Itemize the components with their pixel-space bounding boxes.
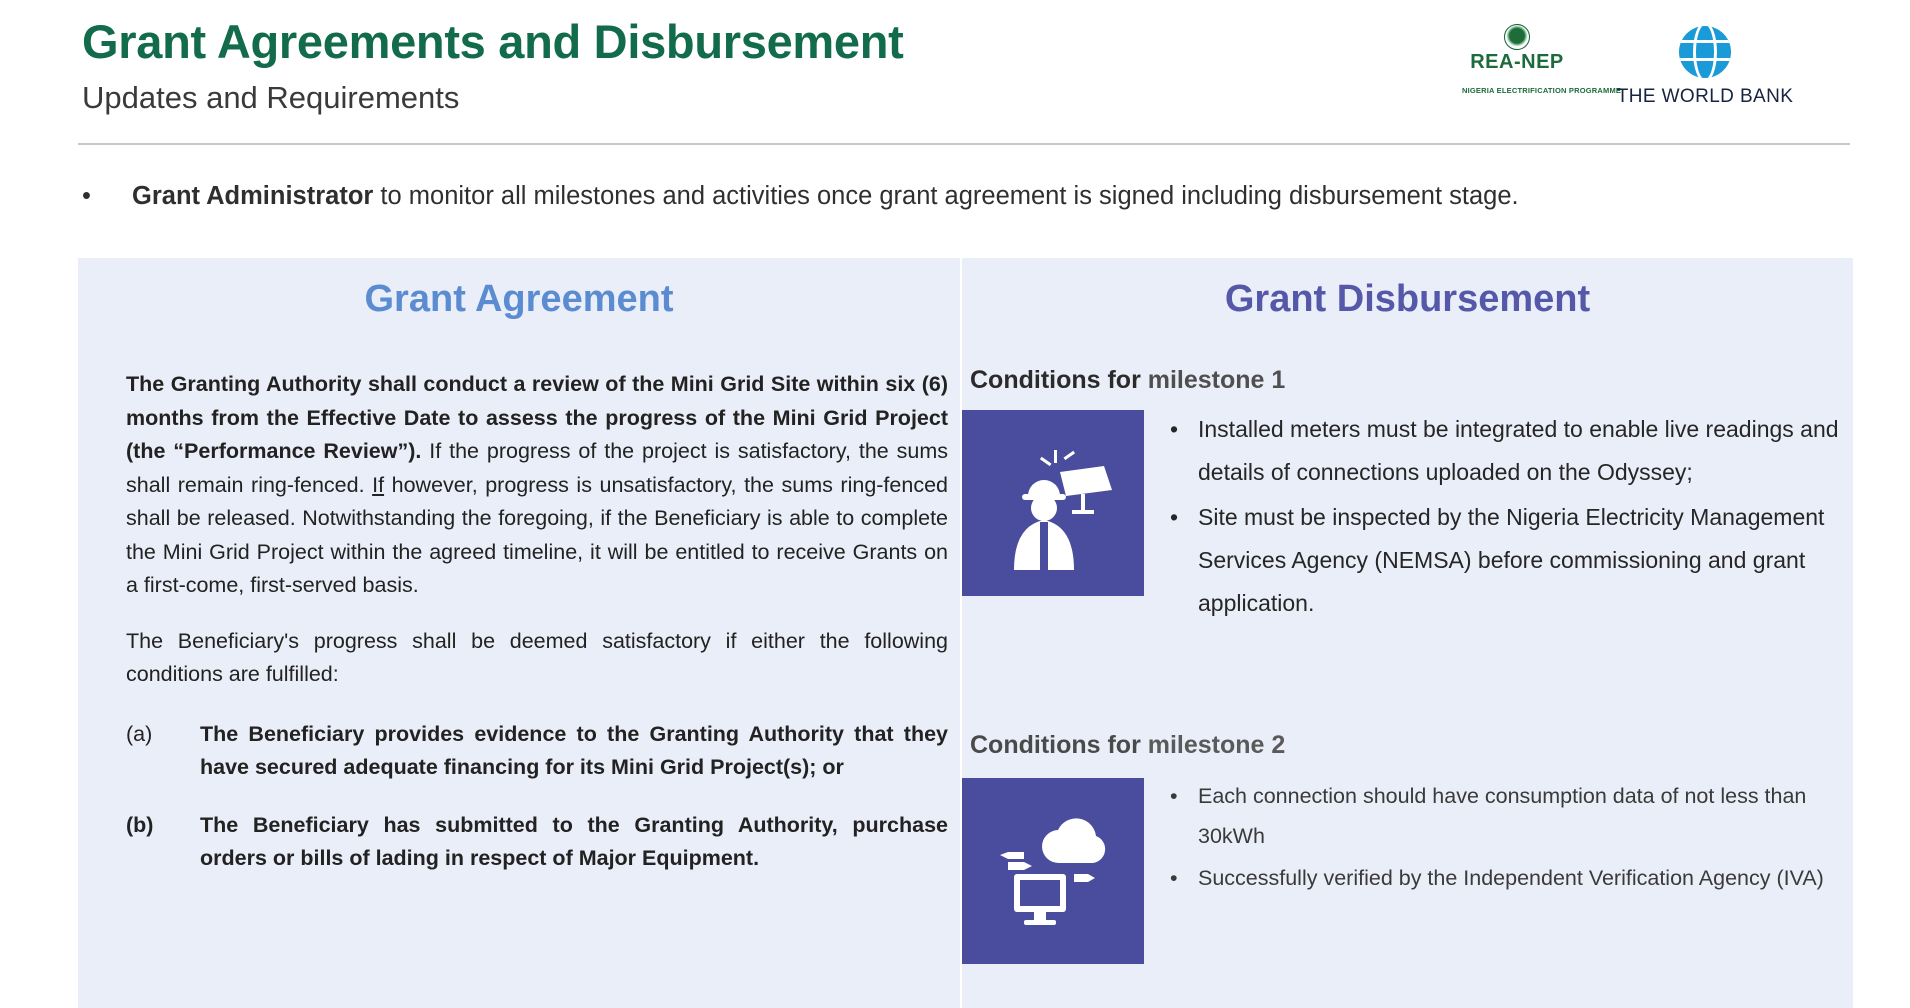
intro-bullet — [82, 182, 1842, 211]
agreement-item-b-marker: (b) — [126, 812, 154, 837]
solar-engineer-icon — [962, 410, 1144, 596]
rea-logo-text: REA-NEP — [1470, 51, 1564, 73]
milestone-2-label-prefix: Conditions for — [970, 731, 1148, 759]
world-bank-logo-text: THE WORLD BANK — [1616, 86, 1794, 107]
page-title: Grant Agreements and Disbursement — [82, 15, 904, 68]
milestone-1-label — [970, 366, 1285, 395]
rea-logo-subtext: NIGERIA ELECTRIFICATION PROGRAMME — [1462, 86, 1622, 95]
milestone-1-bullet-item: • Installed meters must be integrated to enable live readings and details of connections uploaded on the Odyssey; — [1198, 408, 1852, 494]
grant-disbursement-column — [962, 258, 1853, 1008]
milestone-2-bullets — [1162, 776, 1852, 900]
page-subtitle: Updates and Requirements — [82, 80, 460, 115]
milestone-2-bullet-list — [1162, 776, 1852, 898]
rea-crest-icon — [1504, 24, 1530, 50]
agreement-item-a-marker: (a) — [126, 721, 153, 746]
intro-bullet-rest: to monitor all milestones and activities once grant agreement is signed including disbursement stage. — [373, 182, 1519, 210]
grant-disbursement-heading: Grant Disbursement — [1224, 278, 1591, 320]
cloud-monitor-sync-icon — [962, 778, 1144, 964]
milestone-1-bullet-item: • Site must be inspected by the Nigeria Electricity Management Services Agency (NEMSA) before commissioning and grant application. — [1198, 496, 1852, 625]
agreement-item-a-text: The Beneficiary provides evidence to the Granting Authority that they have secured adequate financing for its Mini Grid Project(s); or — [200, 721, 948, 779]
agreement-paragraph-1 — [126, 368, 948, 603]
agreement-item-b — [126, 809, 948, 876]
milestone-2-label-value: milestone 2 — [1147, 731, 1286, 759]
milestone-1-bullet-list — [1162, 408, 1852, 625]
grant-agreement-column — [78, 258, 960, 1008]
agreement-paragraph-2: The Beneficiary's progress shall be deemed satisfactory if either the following conditions are fulfilled: — [126, 628, 948, 686]
milestone-2-bullet-item: • Each connection should have consumption data of not less than 30kWh — [1198, 776, 1852, 856]
milestone-1-label-value: milestone 1 — [1147, 366, 1286, 394]
milestone-2-label — [970, 731, 1285, 760]
milestone-2-bullet-item: • Successfully verified by the Independent Verification Agency (IVA) — [1198, 858, 1852, 898]
rea-nep-logo — [1462, 22, 1622, 122]
agreement-item-b-text: The Beneficiary has submitted to the Granting Authority, purchase orders or bills of lading in respect of Major Equipment. — [200, 812, 948, 870]
globe-arc-icon — [1693, 26, 1717, 78]
milestone-1-label-prefix: Conditions for — [970, 366, 1148, 394]
world-bank-logo — [1610, 26, 1800, 122]
grant-agreement-heading: Grant Agreement — [364, 278, 674, 320]
agreement-p1-rest-a: If the progress of the project is satisfactory, the sums shall remain ring-fenced. — [126, 439, 948, 497]
intro-bullet-lead: Grant Administrator — [132, 182, 374, 210]
agreement-p1-rest-b: however, progress is unsatisfactory, the sums ring-fenced shall be released. Notwithstanding the foregoing, if the Beneficiary is able to complete the Mini Grid Project within the agreed timeline, it will be entitled to receive Grants on a first-come, first-served basis. — [126, 472, 948, 597]
header-divider — [78, 143, 1850, 145]
slide-header — [0, 0, 1910, 148]
agreement-p1-bold: The Granting Authority shall conduct a review of the Mini Grid Site within six (6) months from the Effective Date to assess the progress of the Mini Grid Project (the “Performance Review”). — [126, 372, 948, 463]
bullet-marker: • — [82, 182, 91, 210]
agreement-item-a — [126, 718, 948, 785]
grant-agreement-body — [126, 368, 948, 900]
milestone-1-bullets — [1162, 408, 1852, 627]
globe-icon — [1679, 26, 1731, 78]
agreement-p1-underline: If — [372, 472, 385, 497]
